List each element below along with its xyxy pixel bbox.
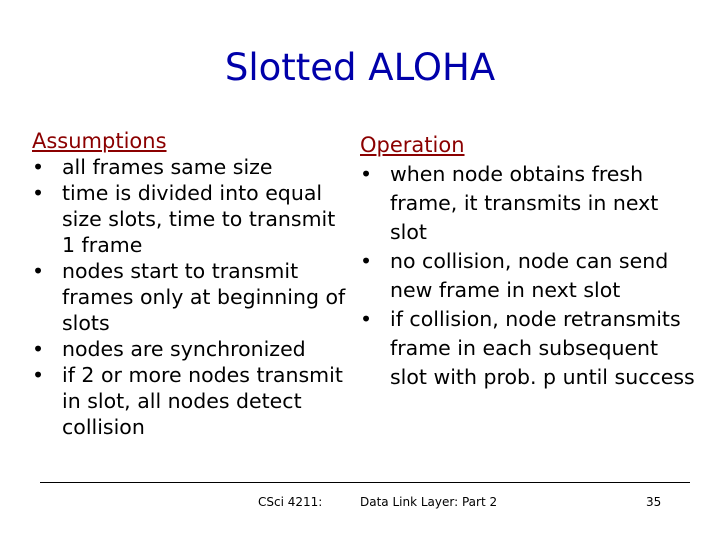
page-number: 35 (646, 495, 662, 509)
footer-topic: Data Link Layer: Part 2 (360, 495, 498, 509)
operation-item: • no collision, node can send new frame in next slot (360, 247, 700, 305)
assumptions-column (32, 128, 350, 440)
assumption-item: • all frames same size (32, 154, 350, 180)
operation-heading: Operation (360, 133, 465, 157)
operation-item: • when node obtains fresh frame, it transmits in next slot (360, 160, 700, 247)
footer-divider (40, 482, 690, 483)
assumptions-list (32, 154, 350, 440)
operation-item: • if collision, node retransmits frame in each subsequent slot with prob. p until success (360, 305, 700, 392)
assumption-item: • nodes start to transmit frames only at beginning of slots (32, 258, 350, 336)
operation-column (360, 131, 700, 392)
assumption-item: • nodes are synchronized (32, 336, 350, 362)
operation-list (360, 160, 700, 392)
slide-title: Slotted ALOHA (224, 46, 496, 89)
assumption-item: • time is divided into equal size slots, time to transmit 1 frame (32, 180, 350, 258)
footer-course: CSci 4211: (258, 495, 323, 509)
assumptions-heading: Assumptions (32, 129, 167, 153)
assumption-item: • if 2 or more nodes transmit in slot, all nodes detect collision (32, 362, 350, 440)
